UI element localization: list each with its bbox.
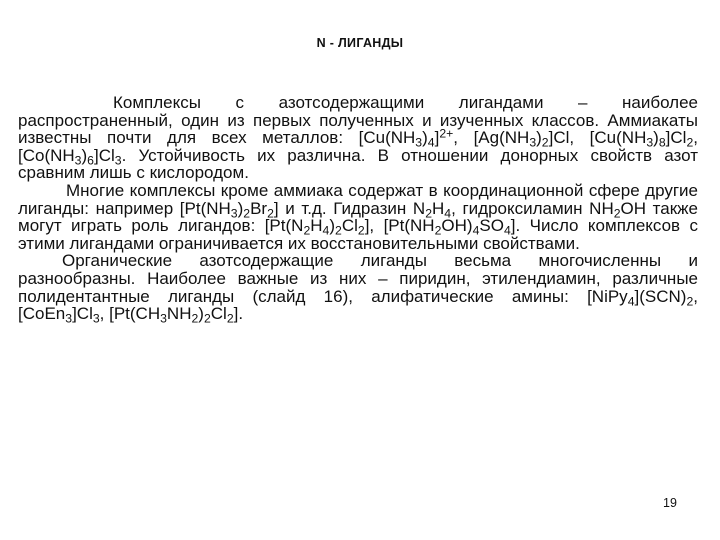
subscript: 2 [357, 223, 365, 238]
subscript: 4 [444, 205, 452, 220]
text-run: OH также могут играть роль лигандов: [Pt(N [18, 198, 698, 236]
paragraph-ammines [18, 94, 698, 182]
slide-body [18, 93, 698, 326]
text-run: , [Co(NH [18, 128, 698, 165]
subscript: 3 [160, 311, 167, 326]
subscript: 2 [434, 223, 442, 238]
subscript: 2 [335, 223, 342, 238]
text-run: ) [422, 128, 428, 148]
text-run: NH [166, 304, 192, 324]
subscript: 8 [658, 135, 666, 150]
text-run: ]Cl [665, 128, 687, 148]
subscript: 2 [243, 205, 251, 220]
subscript: 4 [427, 135, 435, 150]
subscript: 3 [646, 135, 654, 150]
subscript: 2 [226, 311, 234, 326]
text-run: ]Cl [72, 304, 93, 324]
subscript: 2 [686, 135, 694, 150]
text-run: Органические азотсодержащие лиганды весьма многочисленны и разнообразны. Наиболее важные из них – пиридин, этилендиамин, различные полидентантные лиганды (слайд 16), алифатические амины: [NiPy [18, 251, 698, 306]
page-number: 19 [663, 496, 677, 510]
text-run: Br [250, 198, 268, 218]
subscript: 2 [541, 135, 549, 150]
subscript: 2 [613, 205, 621, 220]
text-run: ] и т.д. Гидразин N [273, 198, 426, 218]
text-run: , [CoEn [18, 286, 698, 324]
subscript: 3 [114, 153, 122, 168]
text-run: Многие комплексы кроме аммиака содержат в координационной сфере другие лиганды: например [Pt(NH [18, 180, 698, 218]
text-run: , гидроксиламин NH [451, 198, 614, 218]
subscript: 2 [686, 293, 694, 308]
subscript: 3 [230, 205, 238, 220]
text-run: ) [536, 128, 542, 148]
subscript: 3 [415, 135, 423, 150]
subscript: 3 [529, 135, 537, 150]
subscript: 6 [87, 153, 94, 168]
text-run: ], [Pt(NH [364, 216, 435, 236]
subscript: 4 [627, 293, 635, 308]
text-run: H [310, 216, 323, 236]
subscript: 4 [503, 223, 511, 238]
subscript: 4 [472, 223, 480, 238]
text-run: , [Pt(CH [99, 304, 161, 324]
subscript: 2 [191, 311, 199, 326]
text-run: ) [329, 216, 336, 236]
subscript: 3 [65, 311, 73, 326]
subscript: 2 [425, 205, 433, 220]
subscript: 3 [92, 311, 100, 326]
text-run: ]. Число комплексов с этими лигандами ограничивается их восстановительными свойствами. [18, 216, 698, 253]
text-run: ]Cl, [Cu(NH [548, 128, 647, 148]
subscript: 4 [322, 223, 330, 238]
slide-title: N - ЛИГАНДЫ [316, 36, 404, 50]
text-run: ]. [233, 304, 244, 324]
subscript: 2 [303, 223, 311, 238]
text-run: ](SCN) [634, 286, 687, 306]
text-run: . Устойчивость их различна. В отношении донорных свойств азот сравним лишь с кислородом. [18, 145, 698, 183]
text-run: H [432, 198, 445, 218]
text-run: OH) [441, 216, 473, 236]
text-run: , [Ag(NH [453, 128, 530, 148]
subscript: 2 [203, 311, 211, 326]
text-run: ) [81, 145, 88, 165]
subscript: 3 [74, 153, 82, 168]
text-run: Cl [210, 304, 227, 324]
text-run: ) [198, 304, 204, 324]
paragraph-mixed-ligands [18, 182, 698, 252]
paragraph-organic-ligands [18, 251, 698, 326]
text-run: ] [434, 128, 440, 148]
text-run: ]Cl [93, 145, 115, 165]
text-run: Cl [341, 216, 358, 236]
subscript: 2 [267, 205, 274, 220]
text-run: ) [237, 198, 244, 218]
superscript: 2+ [439, 126, 454, 141]
text-run: ) [653, 128, 659, 148]
text-run: Комплексы с азотсодержащими лигандами – наиболее распространенный, один из первых полученных и изученных классов. Аммиакаты известны почти для всех металлов: [Cu(NH [18, 93, 698, 148]
text-run: SO [479, 216, 504, 236]
